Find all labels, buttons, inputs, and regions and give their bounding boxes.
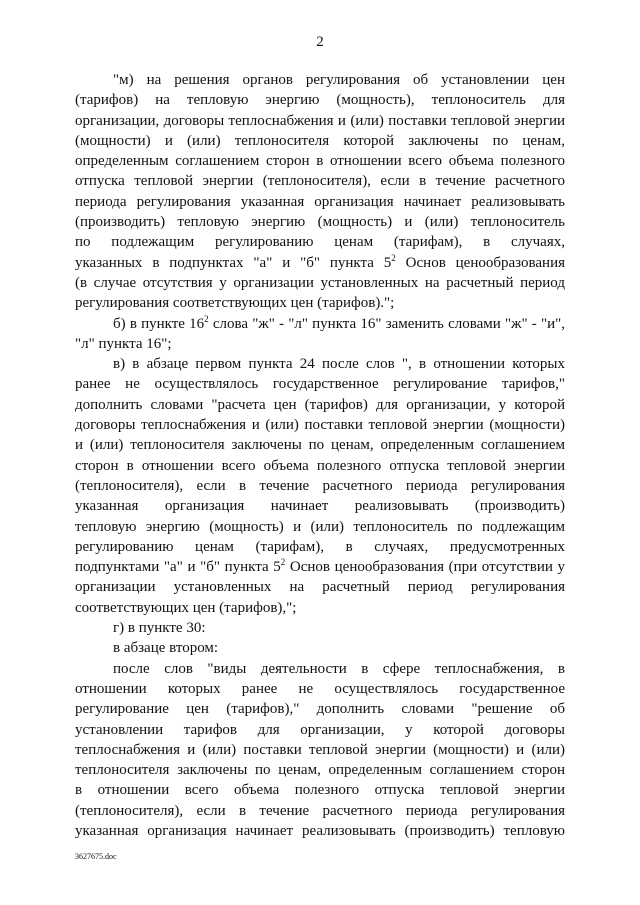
- line-text: подпунктами "а" и "б" пункта 5: [75, 559, 281, 576]
- line-text: указанная организация начинает реализовывать (производить): [75, 498, 565, 515]
- line-text: тепловую энергию (мощность) и (или) теплоноситель по подлежащим: [75, 518, 565, 535]
- line-text: (производить) тепловую энергию (мощность) и (или) теплоноситель: [75, 214, 565, 231]
- file-name-footer: 3627675.doc: [75, 852, 117, 861]
- line-text: отношении которых ранее не осуществлялось государственное: [75, 680, 565, 697]
- line-text: теплоснабжения и (или) поставки тепловой энергии (мощности) и (или): [75, 741, 565, 758]
- text-line: [75, 131, 565, 151]
- text-line: [75, 456, 565, 476]
- line-text: в) в абзаце первом пункта 24 после слов ", в отношении которых: [113, 356, 565, 373]
- text-line: [75, 334, 565, 354]
- text-line: [75, 212, 565, 232]
- text-line: [75, 273, 565, 293]
- page-number: 2: [316, 34, 324, 50]
- line-text-continued: слова "ж" - "л" пункта 16" заменить словами "ж" - "и",: [208, 315, 565, 332]
- text-line: [75, 517, 565, 537]
- text-line: [75, 638, 565, 658]
- text-line: [75, 760, 565, 780]
- line-text: соответствующих цен (тарифов),";: [75, 599, 297, 616]
- superscript: 2: [391, 252, 396, 263]
- text-line: [75, 720, 565, 740]
- text-line: [75, 598, 565, 618]
- line-text-continued: Основ ценообразования: [395, 254, 565, 271]
- text-line: [75, 253, 565, 273]
- line-text: установлении тарифов для организации, у которой договоры: [75, 721, 565, 738]
- text-line: [75, 537, 565, 557]
- line-text: теплоносителя заключены по ценам, определенным соглашением сторон: [75, 762, 565, 779]
- line-text: договоры теплоснабжения и (или) поставки тепловой энергии (мощности): [75, 417, 565, 434]
- text-line: [75, 496, 565, 516]
- text-line: [75, 577, 565, 597]
- line-text: и (или) теплоносителя заключены по ценам, определенным соглашением: [75, 437, 565, 454]
- text-line: [75, 557, 565, 577]
- line-text: по подлежащим регулированию ценам (тарифам), в случаях,: [75, 234, 565, 251]
- text-line: [75, 232, 565, 252]
- text-line: [75, 435, 565, 455]
- line-text: г) в пункте 30:: [113, 620, 206, 637]
- line-text: (в случае отсутствия у организации установленных на расчетный период: [75, 274, 565, 291]
- line-text: дополнить словами "расчета цен (тарифов) для организации, у которой: [75, 396, 565, 413]
- text-line: [75, 679, 565, 699]
- text-line: [75, 151, 565, 171]
- text-line: [75, 395, 565, 415]
- line-text: (тарифов) на тепловую энергию (мощность), теплоноситель для: [75, 92, 565, 109]
- line-text: б) в пункте 16: [113, 315, 205, 332]
- line-text: (мощности) и (или) теплоносителя которой заключены по ценам,: [75, 132, 565, 149]
- text-line: [75, 801, 565, 821]
- text-line: [75, 111, 565, 131]
- text-line: [75, 618, 565, 638]
- line-text: "м) на решения органов регулирования об установлении цен: [113, 72, 565, 88]
- superscript: 2: [280, 557, 286, 568]
- line-text: в отношении всего объема полезного отпуска тепловой энергии: [75, 782, 565, 799]
- line-text: организации, договоры теплоснабжения и (или) поставки тепловой энергии: [75, 112, 565, 129]
- text-line: [75, 374, 565, 394]
- text-line: [75, 314, 565, 334]
- text-line: [75, 699, 565, 719]
- text-line: [75, 659, 565, 679]
- text-line: [75, 90, 565, 110]
- line-text: организации установленных на расчетный период регулирования: [75, 579, 565, 596]
- line-text-continued: Основ ценообразования (при отсутствии у: [285, 559, 565, 576]
- document-body: [75, 70, 565, 841]
- line-text: (теплоносителя), если в течение расчетного периода регулирования: [75, 802, 565, 819]
- text-line: [75, 780, 565, 800]
- line-text: указанная организация начинает реализовывать (производить) тепловую: [75, 822, 565, 839]
- line-text: регулирование цен (тарифов)," дополнить словами "решение об: [75, 701, 565, 718]
- text-line: [75, 192, 565, 212]
- line-text: ранее не осуществлялось государственное регулирование тарифов,": [75, 376, 565, 393]
- text-line: [75, 476, 565, 496]
- line-text: указанных в подпунктах "а" и "б" пункта 5: [75, 254, 392, 271]
- text-line: [75, 354, 565, 374]
- line-text: сторон в отношении всего объема полезного отпуска тепловой энергии: [75, 457, 565, 474]
- line-text: после слов "виды деятельности в сфере теплоснабжения, в: [113, 660, 565, 677]
- line-text: регулирования соответствующих цен (тарифов).";: [75, 295, 395, 312]
- line-text: регулированию ценам (тарифам), в случаях, предусмотренных: [75, 538, 565, 555]
- text-line: [75, 171, 565, 191]
- text-line: [75, 740, 565, 760]
- line-text: периода регулирования указанная организация начинает реализовывать: [75, 193, 565, 210]
- line-text: определенным соглашением сторон в отношении всего объема полезного: [75, 153, 565, 170]
- text-line: [75, 70, 565, 90]
- line-text: отпуска тепловой энергии (теплоносителя), если в течение расчетного: [75, 173, 565, 190]
- text-line: [75, 293, 565, 313]
- text-line: [75, 415, 565, 435]
- text-line: [75, 821, 565, 841]
- superscript: 2: [204, 313, 209, 324]
- line-text: в абзаце втором:: [113, 640, 219, 657]
- line-text: (теплоносителя), если в течение расчетного периода регулирования: [75, 477, 565, 494]
- line-text: "л" пункта 16";: [75, 335, 172, 352]
